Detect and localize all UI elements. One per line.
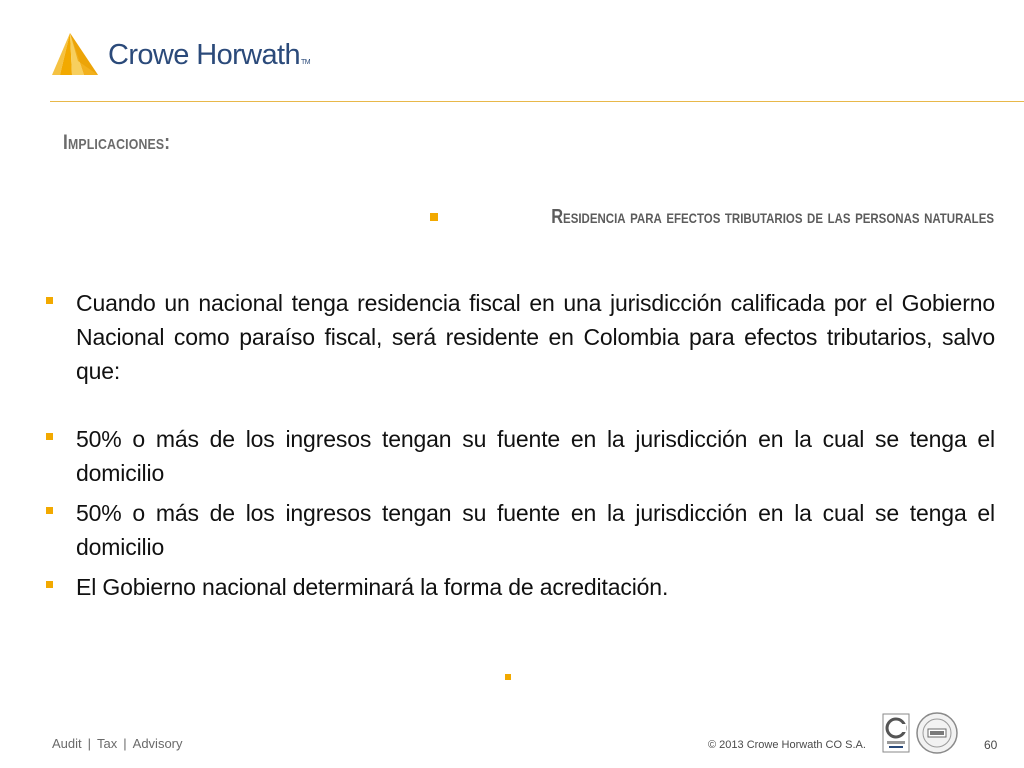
bullet-text: 50% o más de los ingresos tengan su fuente en la jurisdicción en la cual se tenga el domicilio — [76, 426, 995, 486]
bullet-item — [45, 286, 995, 388]
footer-service-audit: Audit — [52, 736, 82, 751]
certification-logos — [882, 712, 958, 754]
subtitle-text: Residencia para efectos tributarios de las personas naturales — [551, 206, 994, 228]
bullet-item — [45, 570, 995, 604]
iqnet-certification-seal-icon — [916, 712, 958, 754]
iso-9001-certification-logo-icon — [882, 713, 910, 753]
copyright-notice: © 2013 Crowe Horwath CO S.A. — [708, 739, 866, 751]
bullet-square-icon — [46, 507, 53, 514]
section-title: Implicaciones: — [63, 131, 171, 154]
bullet-text: 50% o más de los ingresos tengan su fuente en la jurisdicción en la cual se tenga el domicilio — [76, 500, 995, 560]
footer-separator: | — [87, 736, 92, 751]
bullet-text: Cuando un nacional tenga residencia fiscal en una jurisdicción calificada por el Gobierno Nacional como paraíso fiscal, será residente en Colombia para efectos tributarios, salvo que: — [76, 290, 995, 384]
trademark-mark: TM — [301, 58, 310, 66]
bullet-item — [45, 496, 995, 564]
bullet-square-icon — [46, 433, 53, 440]
bullet-text: El Gobierno nacional determinará la forma de acreditación. — [76, 574, 669, 600]
bullet-item — [45, 422, 995, 490]
crowe-flame-icon — [50, 31, 100, 77]
footer-service-advisory: Advisory — [132, 736, 183, 751]
footer-service-tax: Tax — [97, 736, 118, 751]
slide-subtitle — [430, 206, 994, 229]
bullet-square-icon — [46, 297, 53, 304]
header-divider — [50, 101, 1024, 102]
bullet-list — [45, 286, 995, 604]
bullet-square-icon — [430, 213, 438, 221]
logo-wordmark: Crowe HorwathTM — [108, 38, 310, 71]
crowe-horwath-logo — [50, 28, 310, 80]
footer-services — [52, 736, 183, 751]
bullet-square-icon — [46, 581, 53, 588]
page-number: 60 — [984, 738, 998, 752]
footer-separator: | — [123, 736, 127, 751]
empty-bullet-square-icon — [505, 674, 511, 680]
